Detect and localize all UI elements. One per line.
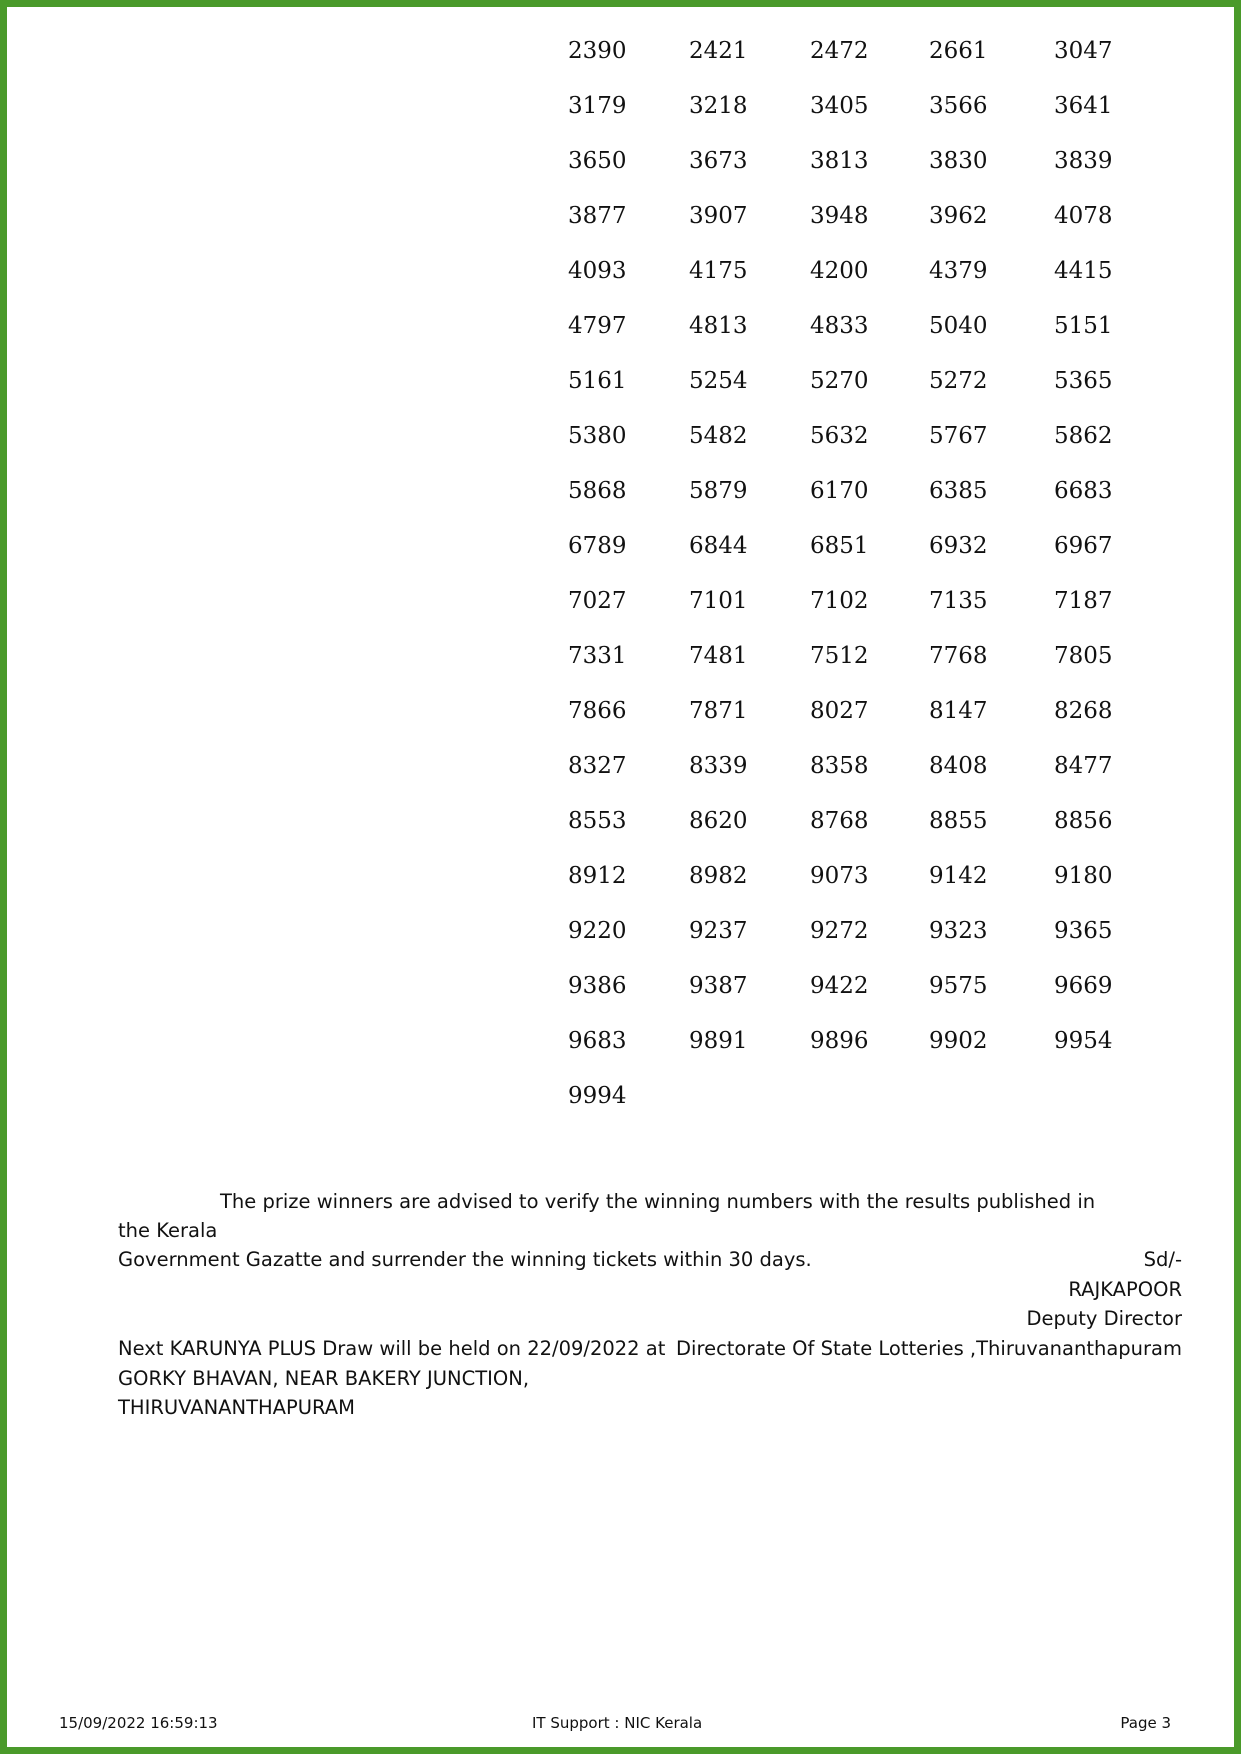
winning-number: 6932 bbox=[929, 533, 988, 559]
winning-number: 8268 bbox=[1054, 698, 1113, 724]
winning-number: 9386 bbox=[568, 973, 627, 999]
winning-number: 4833 bbox=[810, 313, 869, 339]
winning-number: 5040 bbox=[929, 313, 988, 339]
notice-paragraph bbox=[118, 1187, 1118, 1274]
winning-number: 3673 bbox=[689, 148, 748, 174]
winning-number: 4415 bbox=[1054, 258, 1113, 284]
winning-number: 8620 bbox=[689, 808, 748, 834]
signature-sd: Sd/- bbox=[1143, 1248, 1182, 1271]
winning-number: 6683 bbox=[1054, 478, 1113, 504]
winning-number: 3839 bbox=[1054, 148, 1113, 174]
winning-number: 9954 bbox=[1054, 1028, 1113, 1054]
winning-number: 5365 bbox=[1054, 368, 1113, 394]
winning-number: 9237 bbox=[689, 918, 748, 944]
winning-number: 9683 bbox=[568, 1028, 627, 1054]
winning-number: 9902 bbox=[929, 1028, 988, 1054]
signature-name: RAJKAPOOR bbox=[1068, 1278, 1182, 1301]
winning-number: 8912 bbox=[568, 863, 627, 889]
winning-number: 6170 bbox=[810, 478, 869, 504]
next-draw-line-1: Next KARUNYA PLUS Draw will be held on 22/09/2022 at bbox=[118, 1337, 666, 1360]
winning-number: 8147 bbox=[929, 698, 988, 724]
winning-number: 5380 bbox=[568, 423, 627, 449]
winning-number: 2661 bbox=[929, 38, 988, 64]
signature-office: Directorate Of State Lotteries ,Thiruvananthapuram bbox=[676, 1337, 1182, 1360]
winning-number: 9896 bbox=[810, 1028, 869, 1054]
winning-number: 9365 bbox=[1054, 918, 1113, 944]
winning-number: 3218 bbox=[689, 93, 748, 119]
notice-line-2: Government Gazatte and surrender the winning tickets within 30 days. bbox=[118, 1248, 812, 1271]
winning-number: 9422 bbox=[810, 973, 869, 999]
winning-number: 8856 bbox=[1054, 808, 1113, 834]
winning-number: 4379 bbox=[929, 258, 988, 284]
winning-number: 7805 bbox=[1054, 643, 1113, 669]
winning-number: 4078 bbox=[1054, 203, 1113, 229]
winning-number: 6385 bbox=[929, 478, 988, 504]
winning-number: 9180 bbox=[1054, 863, 1113, 889]
winning-number: 5272 bbox=[929, 368, 988, 394]
winning-number: 8982 bbox=[689, 863, 748, 889]
winning-number: 8027 bbox=[810, 698, 869, 724]
winning-number: 6967 bbox=[1054, 533, 1113, 559]
winning-number: 5879 bbox=[689, 478, 748, 504]
winning-number: 7866 bbox=[568, 698, 627, 724]
winning-number: 7187 bbox=[1054, 588, 1113, 614]
winning-number: 9387 bbox=[689, 973, 748, 999]
winning-number: 3566 bbox=[929, 93, 988, 119]
winning-number: 4813 bbox=[689, 313, 748, 339]
winning-number: 9323 bbox=[929, 918, 988, 944]
winning-number: 6789 bbox=[568, 533, 627, 559]
winning-number: 8339 bbox=[689, 753, 748, 779]
winning-number: 2390 bbox=[568, 38, 627, 64]
winning-number: 5254 bbox=[689, 368, 748, 394]
next-draw-line-2: GORKY BHAVAN, NEAR BAKERY JUNCTION, bbox=[118, 1366, 530, 1390]
winning-number: 5767 bbox=[929, 423, 988, 449]
next-draw-line-3: THIRUVANANTHAPURAM bbox=[118, 1396, 355, 1419]
winning-number: 9073 bbox=[810, 863, 869, 889]
winning-number: 6844 bbox=[689, 533, 748, 559]
next-draw-info bbox=[118, 1334, 665, 1423]
winning-number: 4093 bbox=[568, 258, 627, 284]
winning-number: 5161 bbox=[568, 368, 627, 394]
winning-number: 5270 bbox=[810, 368, 869, 394]
winning-number: 3830 bbox=[929, 148, 988, 174]
winning-number: 9994 bbox=[568, 1083, 627, 1109]
winning-number: 7102 bbox=[810, 588, 869, 614]
winning-number: 7871 bbox=[689, 698, 748, 724]
winning-number: 8553 bbox=[568, 808, 627, 834]
winning-number: 3405 bbox=[810, 93, 869, 119]
winning-number: 7101 bbox=[689, 588, 748, 614]
winning-number: 8327 bbox=[568, 753, 627, 779]
winning-number: 7027 bbox=[568, 588, 627, 614]
winning-number: 7768 bbox=[929, 643, 988, 669]
winning-number: 8855 bbox=[929, 808, 988, 834]
winning-number: 3641 bbox=[1054, 93, 1113, 119]
winning-number: 8768 bbox=[810, 808, 869, 834]
winning-number: 9575 bbox=[929, 973, 988, 999]
winning-number: 7135 bbox=[929, 588, 988, 614]
winning-number: 3907 bbox=[689, 203, 748, 229]
winning-number: 9272 bbox=[810, 918, 869, 944]
footer-it-support: IT Support : NIC Kerala bbox=[532, 1714, 703, 1732]
winning-number: 9220 bbox=[568, 918, 627, 944]
notice-line-1: The prize winners are advised to verify the winning numbers with the results published in the Kerala bbox=[118, 1190, 1096, 1242]
winning-number: 7481 bbox=[689, 643, 748, 669]
signature-designation: Deputy Director bbox=[1026, 1307, 1182, 1330]
winning-number: 8477 bbox=[1054, 753, 1113, 779]
winning-number: 8408 bbox=[929, 753, 988, 779]
winning-number: 9142 bbox=[929, 863, 988, 889]
winning-number: 7512 bbox=[810, 643, 869, 669]
footer-page-number: Page 3 bbox=[1120, 1714, 1171, 1732]
winning-number: 4797 bbox=[568, 313, 627, 339]
winning-number: 5151 bbox=[1054, 313, 1113, 339]
winning-number: 3179 bbox=[568, 93, 627, 119]
winning-number: 3877 bbox=[568, 203, 627, 229]
winning-number: 6851 bbox=[810, 533, 869, 559]
winning-number: 9669 bbox=[1054, 973, 1113, 999]
winning-number: 5862 bbox=[1054, 423, 1113, 449]
winning-number: 5868 bbox=[568, 478, 627, 504]
winning-number: 3047 bbox=[1054, 38, 1113, 64]
winning-number: 8358 bbox=[810, 753, 869, 779]
winning-number: 2472 bbox=[810, 38, 869, 64]
winning-number: 4175 bbox=[689, 258, 748, 284]
winning-number: 5632 bbox=[810, 423, 869, 449]
footer-timestamp: 15/09/2022 16:59:13 bbox=[59, 1714, 218, 1732]
winning-number: 3650 bbox=[568, 148, 627, 174]
winning-number: 9891 bbox=[689, 1028, 748, 1054]
winning-number: 2421 bbox=[689, 38, 748, 64]
winning-number: 5482 bbox=[689, 423, 748, 449]
winning-number: 3948 bbox=[810, 203, 869, 229]
winning-number: 3962 bbox=[929, 203, 988, 229]
winning-number: 4200 bbox=[810, 258, 869, 284]
winning-number: 7331 bbox=[568, 643, 627, 669]
winning-number: 3813 bbox=[810, 148, 869, 174]
